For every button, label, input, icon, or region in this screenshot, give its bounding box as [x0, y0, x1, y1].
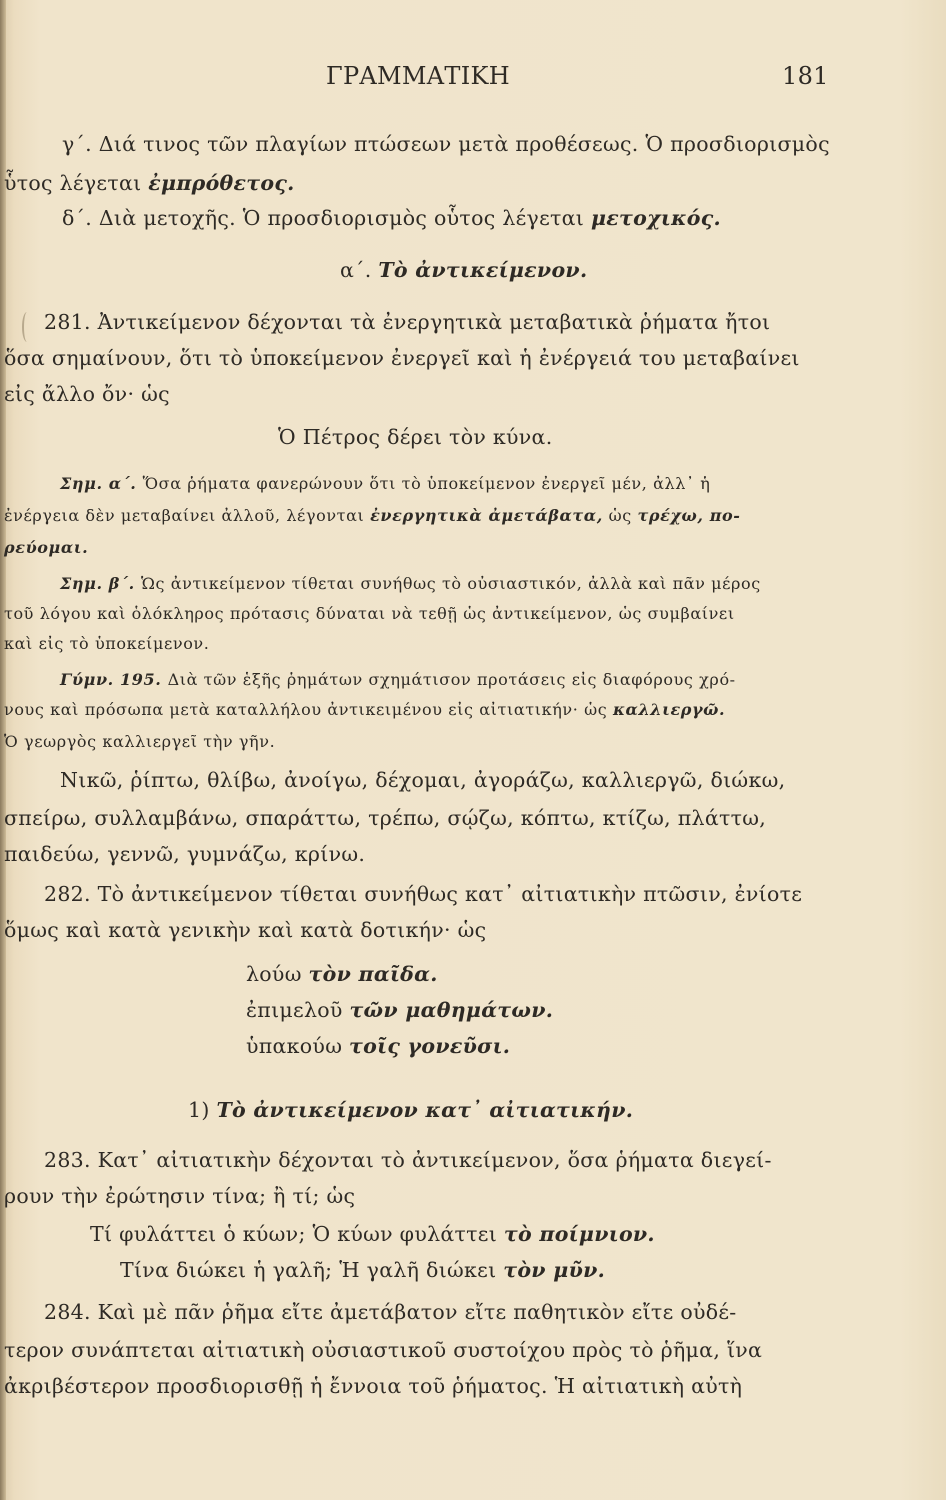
- example-line: [246, 962, 438, 986]
- emphasis-text: τὸ ποίμνιον.: [503, 1222, 655, 1246]
- page-number: 181: [782, 62, 829, 90]
- emphasis-text: Σημ. β΄.: [60, 574, 141, 593]
- example-line: [278, 425, 553, 449]
- body-text: καὶ εἰς τὸ ὑποκείμενον.: [4, 634, 210, 653]
- body-text: 281. Ἀντικείμενον δέχονται τὰ ἐνεργητικὰ μεταβατικὰ ῥήματα ἤτοι: [44, 310, 771, 334]
- body-text: Ὁ γεωργὸς καλλιεργεῖ τὴν γῆν.: [4, 732, 276, 751]
- body-text: 282. Τὸ ἀντικείμενον τίθεται συνήθως κατ᾽ αἰτιατικὴν πτῶσιν, ἐνίοτε: [44, 882, 803, 906]
- body-text: εἰς ἄλλο ὄν· ὡς: [4, 382, 170, 406]
- text-line: [4, 538, 88, 557]
- text-line: [62, 206, 721, 230]
- word-list-line: [4, 842, 365, 866]
- emphasis-text: Σημ. α΄.: [60, 474, 143, 493]
- text-line: [4, 1338, 762, 1362]
- exercise-195: [60, 670, 736, 689]
- emphasis-text: τὸν μῦν.: [503, 1258, 606, 1282]
- body-text: ρουν τὴν ἐρώτησιν τίνα; ἢ τί; ὡς: [4, 1184, 356, 1208]
- text-line: [4, 1374, 742, 1398]
- body-text: λούω: [246, 962, 309, 986]
- text-line: [4, 171, 295, 195]
- emphasis-text: μετοχικός.: [590, 206, 721, 230]
- body-text: Ὁ Πέτρος δέρει τὸν κύνα.: [278, 425, 553, 449]
- body-text: ἐνέργεια δὲν μεταβαίνει ἀλλοῦ, λέγονται: [4, 506, 371, 525]
- section-heading: [340, 258, 587, 282]
- body-text: ὑπακούω: [246, 1034, 350, 1058]
- text-line: [4, 506, 741, 525]
- example-line: [90, 1222, 655, 1246]
- body-text: Ὡς ἀντικείμενον τίθεται συνήθως τὸ οὐσιαστικόν, ἀλλὰ καὶ πᾶν μέρος: [140, 574, 761, 593]
- body-text: ὗτος λέγεται: [4, 171, 149, 195]
- word-list-line: [60, 768, 785, 792]
- emphasis-text: ἐμπρόθετος.: [148, 171, 295, 195]
- emphasis-text: ρεύομαι.: [4, 538, 89, 557]
- emphasis-text: Τὸ ἀντικείμενον.: [378, 258, 588, 282]
- body-text: ἐπιμελοῦ: [246, 998, 350, 1022]
- emphasis-text: καλλιεργῶ.: [612, 700, 726, 719]
- body-text: Τί φυλάττει ὁ κύων; Ὁ κύων φυλάττει: [90, 1222, 504, 1246]
- emphasis-text: τῶν μαθημάτων.: [349, 998, 554, 1022]
- paragraph-282: [44, 882, 802, 906]
- body-text: α΄.: [340, 258, 379, 282]
- note-a: [60, 474, 710, 493]
- body-text: 283. Κατ᾽ αἰτιατικὴν δέχονται τὸ ἀντικείμενον, ὅσα ῥήματα διεγεί-: [44, 1148, 772, 1172]
- body-text: Ὅσα ῥήματα φανερώνουν ὅτι τὸ ὑποκείμενον ἐνεργεῖ μέν, ἀλλ᾽ ἡ: [142, 474, 711, 493]
- body-text: δ΄. Διὰ μετοχῆς. Ὁ προσδιορισμὸς οὗτος λέγεται: [62, 206, 591, 230]
- body-text: Τίνα διώκει ἡ γαλῆ; Ἡ γαλῆ διώκει: [120, 1258, 504, 1282]
- example-line: [246, 998, 553, 1022]
- text-line: [4, 700, 725, 719]
- body-text: παιδεύω, γεννῶ, γυμνάζω, κρίνω.: [4, 842, 366, 866]
- text-line: [4, 346, 800, 370]
- emphasis-text: Γύμν. 195.: [60, 670, 168, 689]
- text-line: [4, 382, 170, 406]
- paragraph-283: [44, 1148, 772, 1172]
- example-line: [246, 1034, 510, 1058]
- running-header-title: ΓΡΑΜΜΑΤΙΚΗ: [326, 62, 510, 90]
- margin-pencil-mark: [22, 312, 32, 342]
- text-line: [4, 1184, 355, 1208]
- word-list-line: [4, 806, 766, 830]
- body-text: τοῦ λόγου καὶ ὁλόκληρος πρότασις δύναται νὰ τεθῇ ὡς ἀντικείμενον, ὡς συμβαίνει: [4, 604, 735, 623]
- body-text: γ΄. Διά τινος τῶν πλαγίων πτώσεων μετὰ προθέσεως. Ὁ προσδιορισμὸς: [62, 132, 830, 156]
- body-text: 284. Καὶ μὲ πᾶν ῥῆμα εἴτε ἀμετάβατον εἴτε παθητικὸν εἴτε οὐδέ-: [44, 1300, 737, 1324]
- text-line: [62, 132, 830, 156]
- emphasis-text: τοῖς γονεῦσι.: [349, 1034, 511, 1058]
- paragraph-281: [44, 310, 770, 334]
- body-text: ὡς: [602, 506, 638, 525]
- body-text: ὅσα σημαίνουν, ὅτι τὸ ὑποκείμενον ἐνεργεῖ καὶ ἡ ἐνέργειά του μεταβαίνει: [4, 346, 800, 370]
- body-text: ἀκριβέστερον προσδιορισθῇ ἡ ἔννοια τοῦ ῥήματος. Ἡ αἰτιατικὴ αὐτὴ: [4, 1374, 743, 1398]
- text-line: [4, 732, 275, 751]
- body-text: ὅμως καὶ κατὰ γενικὴν καὶ κατὰ δοτικήν· ὡς: [4, 918, 487, 942]
- emphasis-text: Τὸ ἀντικείμενον κατ᾽ αἰτιατικήν.: [216, 1098, 634, 1122]
- body-text: τερον συνάπτεται αἰτιατικὴ οὐσιαστικοῦ συστοίχου πρὸς τὸ ῥῆμα, ἵνα: [4, 1338, 763, 1362]
- body-text: Νικῶ, ῥίπτω, θλίβω, ἀνοίγω, δέχομαι, ἀγοράζω, καλλιεργῶ, διώκω,: [60, 768, 786, 792]
- body-text: 1): [188, 1098, 217, 1122]
- emphasis-text: τρέχω, πο-: [637, 506, 741, 525]
- note-b: [60, 574, 761, 593]
- subsection-heading: [188, 1098, 633, 1122]
- body-text: νους καὶ πρόσωπα μετὰ καταλλήλου ἀντικειμένου εἰς αἰτιατικήν· ὡς: [4, 700, 613, 719]
- emphasis-text: τὸν παῖδα.: [308, 962, 438, 986]
- text-line: [4, 918, 486, 942]
- emphasis-text: ἐνεργητικὰ ἀμετάβατα,: [370, 506, 603, 525]
- paragraph-284: [44, 1300, 737, 1324]
- text-line: [4, 634, 209, 653]
- body-text: σπείρω, συλλαμβάνω, σπαράττω, τρέπω, σῴζω, κόπτω, κτίζω, πλάττω,: [4, 806, 767, 830]
- example-line: [120, 1258, 605, 1282]
- body-text: Διὰ τῶν ἑξῆς ῥημάτων σχημάτισον προτάσεις εἰς διαφόρους χρό-: [167, 670, 736, 689]
- text-line: [4, 604, 735, 623]
